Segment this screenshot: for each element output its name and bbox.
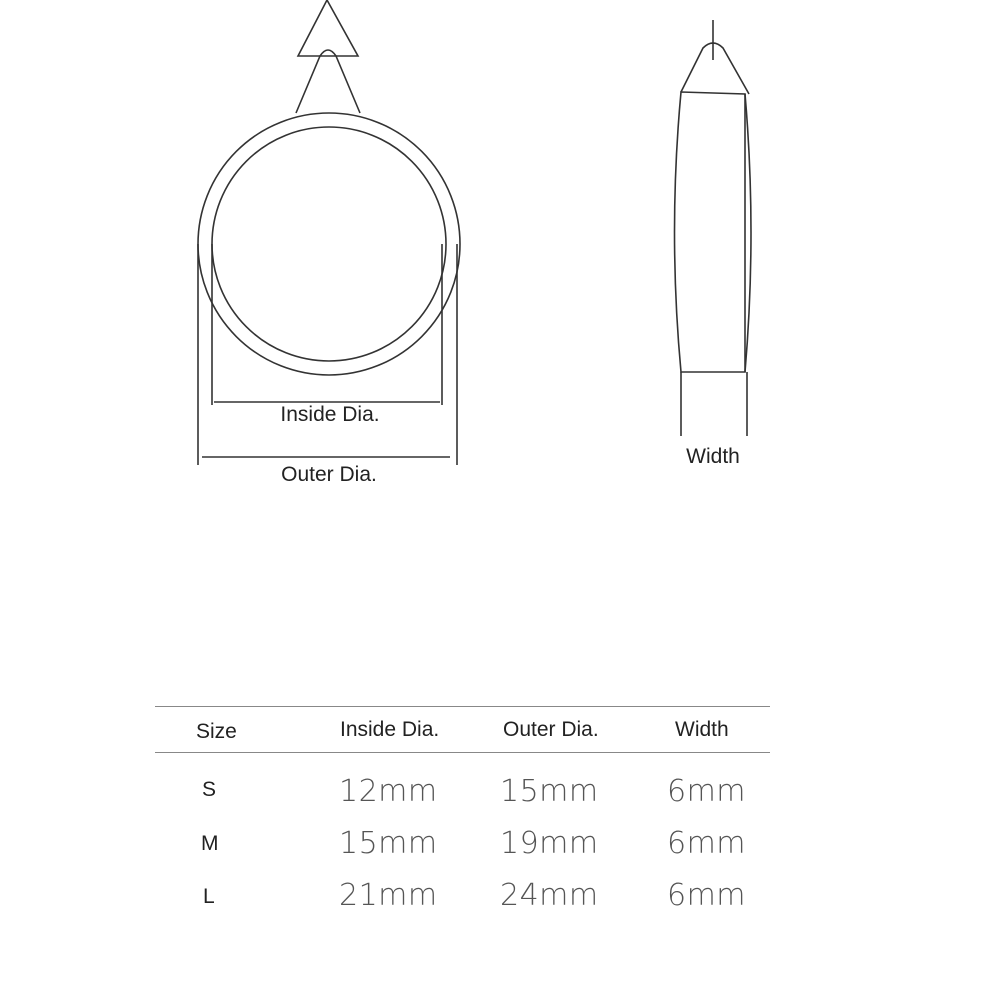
table-row-width: 6mm	[667, 878, 747, 913]
table-row-width: 6mm	[667, 826, 747, 861]
table-row-inside: 21mm	[339, 878, 438, 913]
bail-top-triangle	[298, 0, 358, 56]
table-row-outer: 19mm	[500, 826, 599, 861]
inside-dia-label: Inside Dia.	[280, 403, 380, 426]
side-ring-band	[675, 92, 746, 372]
table-header-size: Size	[196, 720, 237, 743]
table-row-inside: 12mm	[339, 774, 438, 809]
table-row-width: 6mm	[667, 774, 747, 809]
table-row-outer: 15mm	[500, 774, 599, 809]
table-header-outer-dia: Outer Dia.	[503, 718, 599, 741]
table-header-width: Width	[675, 718, 729, 741]
table-row-size: L	[203, 885, 215, 908]
bail-bottom-triangle	[296, 50, 360, 113]
table-row-outer: 24mm	[500, 878, 599, 913]
side-bail-triangle	[681, 43, 749, 94]
side-ring-edge	[745, 94, 751, 372]
table-header-rule	[155, 752, 770, 753]
table-top-rule	[155, 706, 770, 707]
table-header-inside-dia: Inside Dia.	[340, 718, 440, 741]
table-row-size: S	[202, 778, 217, 801]
width-label: Width	[686, 445, 740, 468]
table-row-inside: 15mm	[339, 826, 438, 861]
ring-inner-circle	[212, 127, 446, 361]
table-row-size: M	[201, 832, 219, 855]
outer-dia-label: Outer Dia.	[281, 463, 377, 486]
ring-outer-circle	[198, 113, 460, 375]
